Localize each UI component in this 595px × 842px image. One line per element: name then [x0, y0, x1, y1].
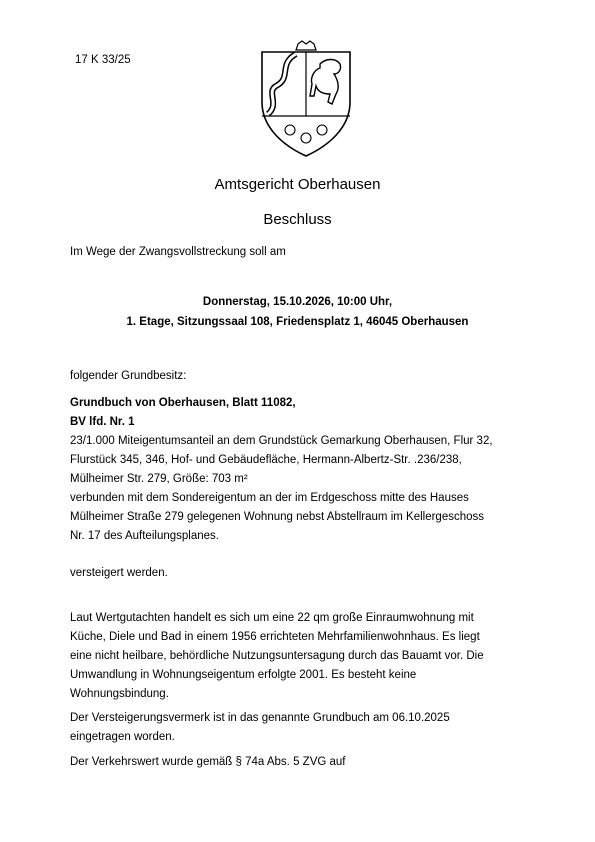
case-number: 17 K 33/25: [75, 54, 131, 66]
appraisal-line: Wohnungsbindung.: [70, 688, 169, 700]
appraisal-line: Laut Wertgutachten handelt es sich um eine 22 qm große Einraumwohnung mit: [70, 612, 474, 624]
property-line: verbunden mit dem Sondereigentum an der im Erdgeschoss mitte des Hauses: [70, 492, 469, 504]
property-line: Mülheimer Str. 279, Größe: 703 m²: [70, 473, 248, 485]
property-intro: folgender Grundbesitz:: [70, 370, 187, 382]
bv-number: BV lfd. Nr. 1: [70, 416, 135, 428]
auction-location: 1. Etage, Sitzungssaal 108, Friedensplatz 1, 46045 Oberhausen: [126, 316, 469, 328]
registration-line: Der Versteigerungsvermerk ist in das genannte Grundbuch am 06.10.2025: [70, 712, 450, 724]
intro-text: Im Wege der Zwangsvollstreckung soll am: [70, 246, 286, 258]
auction-line: versteigert werden.: [70, 567, 168, 579]
appraisal-line: eine nicht heilbare, behördliche Nutzungsuntersagung durch das Bauamt vor. Die: [70, 650, 484, 662]
land-register: Grundbuch von Oberhausen, Blatt 11082,: [70, 397, 296, 409]
market-value-line: Der Verkehrswert wurde gemäß § 74a Abs. 5 ZVG auf: [70, 756, 346, 768]
property-line: 23/1.000 Miteigentumsanteil an dem Grundstück Gemarkung Oberhausen, Flur 32,: [70, 435, 493, 447]
property-line: Mülheimer Straße 279 gelegenen Wohnung nebst Abstellraum im Kellergeschoss: [70, 511, 485, 523]
property-line: Nr. 17 des Aufteilungsplanes.: [70, 530, 219, 542]
court-name: Amtsgericht Oberhausen: [214, 176, 381, 193]
appraisal-line: Umwandlung in Wohnungseigentum erfolgte 2001. Es besteht keine: [70, 669, 417, 681]
registration-line: eingetragen worden.: [70, 731, 175, 743]
appraisal-line: Küche, Diele und Bad in einem 1956 errichteten Mehrfamilienwohnhaus. Es liegt: [70, 631, 480, 643]
nrw-coat-of-arms-icon: [258, 40, 354, 158]
auction-date: Donnerstag, 15.10.2026, 10:00 Uhr,: [202, 296, 393, 308]
document-title: Beschluss: [263, 211, 332, 228]
property-line: Flurstück 345, 346, Hof- und Gebäudefläche, Hermann-Albertz-Str. .236/238,: [70, 454, 462, 466]
